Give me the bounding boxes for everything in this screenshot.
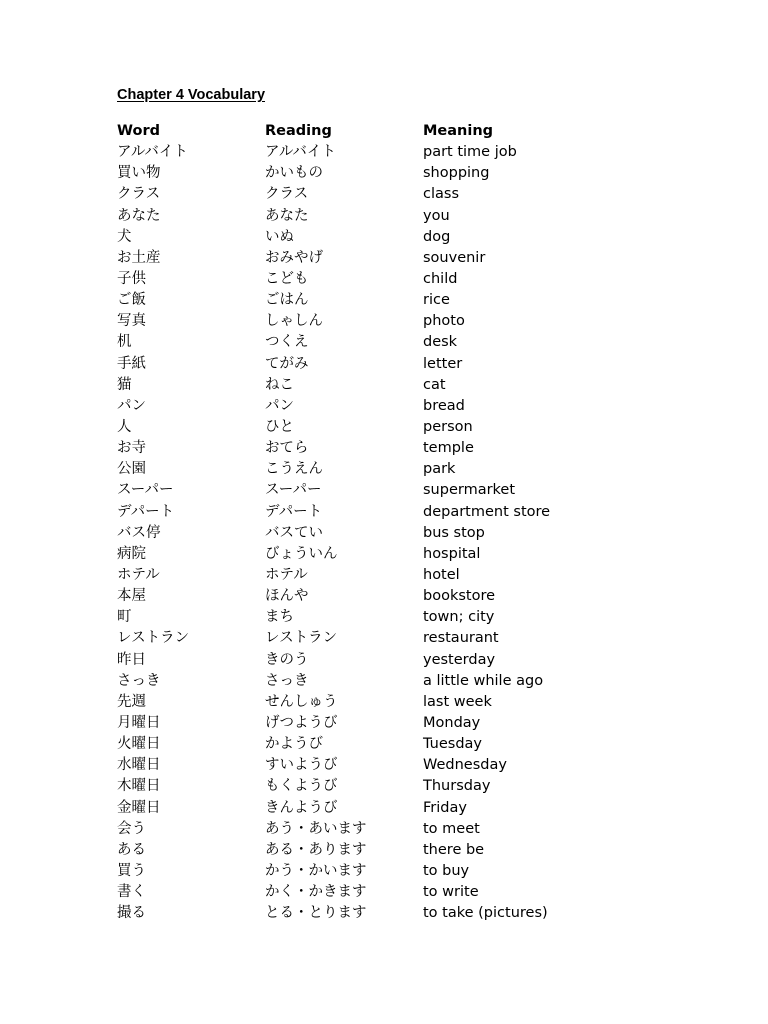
vocab-meaning: department store xyxy=(423,503,551,520)
vocab-reading: とる・とります xyxy=(265,905,367,922)
vocab-word: さっき xyxy=(117,672,161,689)
vocab-reading: かう・かいます xyxy=(265,862,367,879)
vocab-reading: スーパー xyxy=(265,482,322,499)
vocab-meaning: bookstore xyxy=(423,588,496,605)
vocab-meaning: to meet xyxy=(423,820,480,837)
vocab-reading: しゃしん xyxy=(265,313,323,330)
vocab-meaning: to buy xyxy=(423,862,470,879)
document-title: Chapter 4 Vocabulary xyxy=(117,87,266,103)
vocab-reading: おてら xyxy=(265,440,309,457)
vocab-reading: すいようび xyxy=(265,757,338,774)
vocabulary-row xyxy=(117,734,577,755)
vocab-meaning: a little while ago xyxy=(423,672,544,689)
vocabulary-row xyxy=(117,882,577,903)
vocabulary-table xyxy=(117,121,577,924)
vocabulary-row xyxy=(117,227,577,248)
vocab-reading: レストラン xyxy=(265,630,338,647)
vocab-meaning: desk xyxy=(423,334,458,351)
vocab-word: 町 xyxy=(117,609,132,626)
vocab-reading: アルバイト xyxy=(265,144,336,161)
vocabulary-header-row xyxy=(117,121,577,142)
vocab-word: 手紙 xyxy=(117,355,146,372)
vocab-meaning: letter xyxy=(423,355,463,372)
vocab-reading: いぬ xyxy=(265,228,294,245)
vocab-word: お土産 xyxy=(117,249,161,266)
header-reading: Reading xyxy=(265,123,332,140)
vocabulary-row xyxy=(117,502,577,523)
vocab-reading: あなた xyxy=(265,207,309,224)
vocab-word: 公園 xyxy=(117,461,146,478)
vocab-word: ある xyxy=(117,841,146,858)
vocab-meaning: bread xyxy=(423,397,465,414)
vocab-reading: こども xyxy=(265,271,309,288)
vocab-meaning: child xyxy=(423,271,458,288)
vocabulary-row xyxy=(117,692,577,713)
vocabulary-row xyxy=(117,332,577,353)
vocab-word: 買い物 xyxy=(117,165,161,182)
vocab-reading: ある・あります xyxy=(265,841,367,858)
vocab-word: 猫 xyxy=(117,376,132,393)
vocabulary-row xyxy=(117,565,577,586)
vocab-word: パン xyxy=(117,397,146,414)
vocab-reading: さっき xyxy=(265,672,309,689)
vocab-word: スーパー xyxy=(117,482,174,499)
vocab-meaning: part time job xyxy=(423,144,517,161)
vocab-word: お寺 xyxy=(117,440,146,457)
vocab-word: 月曜日 xyxy=(117,715,161,731)
vocab-meaning: cat xyxy=(423,376,446,393)
vocab-meaning: souvenir xyxy=(423,249,486,266)
vocabulary-rows xyxy=(117,142,577,924)
vocab-meaning: Friday xyxy=(423,799,467,816)
vocabulary-row xyxy=(117,586,577,607)
vocabulary-row xyxy=(117,671,577,692)
vocabulary-row xyxy=(117,628,577,649)
vocab-reading: かようび xyxy=(265,736,323,753)
vocab-reading: デパート xyxy=(265,503,323,520)
vocab-meaning: dog xyxy=(423,228,451,245)
vocab-reading: ねこ xyxy=(265,376,294,393)
vocab-meaning: restaurant xyxy=(423,630,499,647)
vocab-meaning: supermarket xyxy=(423,482,516,499)
vocab-meaning: temple xyxy=(423,440,474,457)
vocabulary-row xyxy=(117,354,577,375)
vocab-meaning: bus stop xyxy=(423,524,485,541)
vocabulary-row xyxy=(117,903,577,924)
vocab-meaning: to take (pictures) xyxy=(423,905,548,922)
vocab-reading: せんしゅう xyxy=(265,693,338,710)
header-word: Word xyxy=(117,123,160,140)
vocabulary-row xyxy=(117,248,577,269)
vocab-reading: おみやげ xyxy=(265,249,323,266)
vocab-reading: きのう xyxy=(265,651,309,668)
vocabulary-row xyxy=(117,819,577,840)
vocab-word: レストラン xyxy=(117,630,190,647)
vocab-reading: まち xyxy=(265,609,294,626)
vocabulary-row xyxy=(117,438,577,459)
vocab-meaning: rice xyxy=(423,292,450,309)
vocab-reading: ひと xyxy=(265,419,294,436)
vocabulary-row xyxy=(117,417,577,438)
vocab-word: 犬 xyxy=(117,228,132,245)
vocab-word: 病院 xyxy=(117,545,146,562)
vocab-meaning: shopping xyxy=(423,165,490,182)
vocab-word: 昨日 xyxy=(117,651,146,668)
vocab-word: 子供 xyxy=(117,271,146,288)
vocabulary-row xyxy=(117,396,577,417)
vocabulary-row xyxy=(117,290,577,311)
vocabulary-row xyxy=(117,375,577,396)
vocabulary-row xyxy=(117,311,577,332)
vocab-meaning: town; city xyxy=(423,609,495,626)
vocabulary-row xyxy=(117,269,577,290)
vocab-word: あなた xyxy=(117,207,161,224)
vocab-reading: パン xyxy=(265,397,294,414)
vocabulary-row xyxy=(117,523,577,544)
header-meaning: Meaning xyxy=(423,123,494,140)
vocab-meaning: there be xyxy=(423,841,485,858)
vocab-reading: もくようび xyxy=(265,778,338,795)
vocab-word: 木曜日 xyxy=(117,778,161,795)
vocab-word: 金曜日 xyxy=(117,799,161,816)
vocab-reading: クラス xyxy=(265,186,309,203)
vocab-reading: びょういん xyxy=(265,545,338,562)
vocab-word: 人 xyxy=(117,419,132,436)
vocab-word: 買う xyxy=(117,862,146,879)
vocab-word: 撮る xyxy=(117,905,146,922)
vocab-reading: あう・あいます xyxy=(265,820,367,837)
vocab-meaning: photo xyxy=(423,313,465,330)
vocabulary-row xyxy=(117,650,577,671)
vocab-word: ホテル xyxy=(117,567,160,584)
vocab-reading: てがみ xyxy=(265,355,309,372)
vocab-reading: きんようび xyxy=(265,799,338,816)
vocabulary-row xyxy=(117,459,577,480)
vocab-word: 本屋 xyxy=(117,588,146,605)
vocabulary-row xyxy=(117,861,577,882)
vocabulary-row xyxy=(117,480,577,501)
vocab-reading: ホテル xyxy=(265,567,308,584)
vocab-word: 会う xyxy=(117,820,146,837)
vocab-word: クラス xyxy=(117,186,161,203)
vocab-meaning: Monday xyxy=(423,715,481,731)
vocab-word: 写真 xyxy=(117,313,146,330)
vocabulary-row xyxy=(117,607,577,628)
vocab-word: バス停 xyxy=(117,524,161,541)
vocab-meaning: Wednesday xyxy=(423,757,507,774)
vocabulary-row xyxy=(117,798,577,819)
vocab-meaning: you xyxy=(423,207,450,224)
vocabulary-row xyxy=(117,206,577,227)
vocab-meaning: class xyxy=(423,186,459,203)
vocab-reading: バスてい xyxy=(265,524,323,541)
vocab-word: 先週 xyxy=(117,693,146,710)
vocab-meaning: yesterday xyxy=(423,651,496,668)
vocab-word: 水曜日 xyxy=(117,757,161,774)
vocabulary-row xyxy=(117,184,577,205)
vocab-word: 火曜日 xyxy=(117,736,161,753)
vocabulary-row xyxy=(117,755,577,776)
vocab-meaning: last week xyxy=(423,693,492,710)
vocab-word: 机 xyxy=(117,334,132,351)
vocab-reading: ごはん xyxy=(265,292,309,309)
vocab-word: アルバイト xyxy=(117,144,188,161)
vocabulary-row xyxy=(117,163,577,184)
vocab-word: デパート xyxy=(117,503,175,520)
vocabulary-row xyxy=(117,544,577,565)
vocab-meaning: person xyxy=(423,419,473,436)
vocab-reading: つくえ xyxy=(265,334,309,351)
vocab-meaning: Tuesday xyxy=(423,736,482,753)
vocab-meaning: hospital xyxy=(423,545,481,562)
vocab-reading: かいもの xyxy=(265,165,323,182)
vocabulary-row xyxy=(117,713,577,734)
vocab-meaning: park xyxy=(423,461,456,478)
vocab-reading: かく・かきます xyxy=(265,884,367,901)
vocab-word: ご飯 xyxy=(117,292,146,309)
vocab-reading: こうえん xyxy=(265,461,323,478)
vocabulary-row xyxy=(117,840,577,861)
vocab-word: 書く xyxy=(117,884,146,901)
vocab-meaning: hotel xyxy=(423,567,460,584)
vocabulary-row xyxy=(117,142,577,163)
vocab-reading: げつようび xyxy=(265,715,338,731)
vocab-meaning: to write xyxy=(423,884,479,901)
vocab-meaning: Thursday xyxy=(423,778,491,795)
vocabulary-row xyxy=(117,776,577,797)
vocab-reading: ほんや xyxy=(265,588,309,605)
